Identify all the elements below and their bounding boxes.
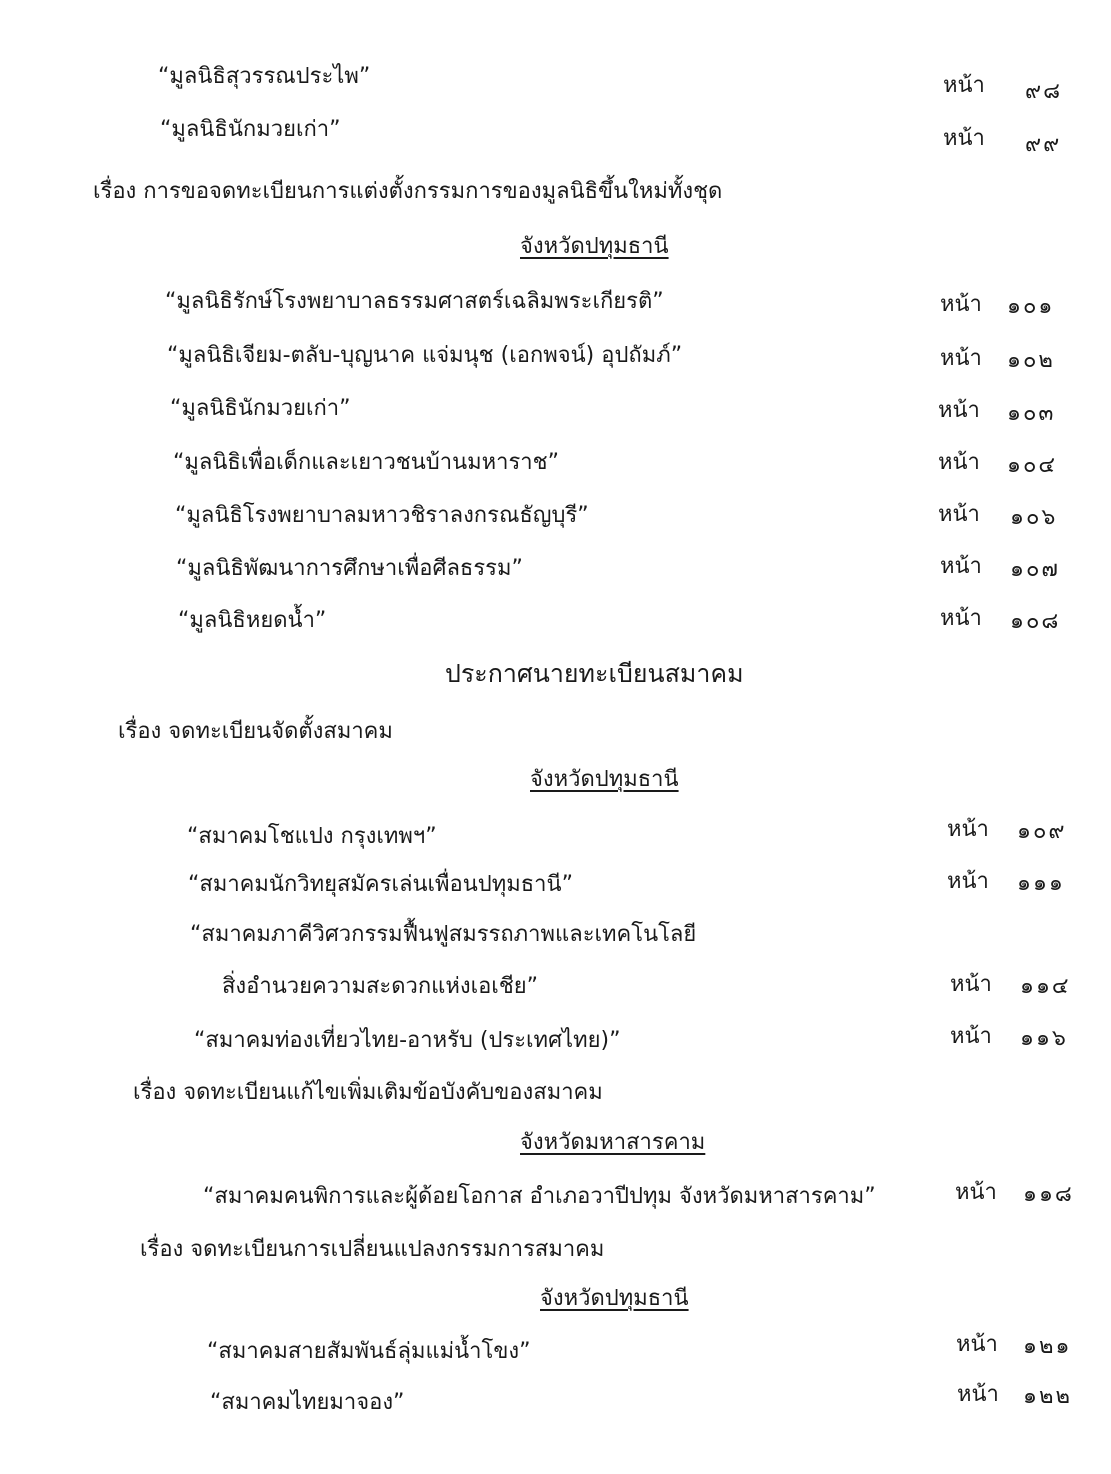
association-entry: “สมาคมสายสัมพันธ์ลุ่มแม่น้ำโขง” (207, 1339, 531, 1364)
page-label: หน้า (938, 398, 980, 423)
page-number: ๑๐๗ (1010, 557, 1060, 582)
page-number: ๑๐๘ (1010, 609, 1061, 634)
page-number: ๙๙ (1025, 132, 1062, 157)
association-entry: “สมาคมโชแปง กรุงเทพฯ” (187, 824, 437, 849)
province-heading: จังหวัดปทุมธานี (520, 234, 669, 259)
subject-heading: เรื่อง จดทะเบียนจัดตั้งสมาคม (118, 719, 393, 744)
section-title: ประกาศนายทะเบียนสมาคม (445, 659, 744, 688)
foundation-entry: “มูลนิธิรักษ์โรงพยาบาลธรรมศาสตร์เฉลิมพระเกียรติ” (165, 289, 664, 314)
page-label: หน้า (943, 126, 985, 151)
page-label: หน้า (957, 1382, 999, 1407)
subject-heading: เรื่อง จดทะเบียนแก้ไขเพิ่มเติมข้อบังคับของสมาคม (133, 1080, 603, 1105)
page-number: ๙๘ (1025, 79, 1063, 104)
page-label: หน้า (950, 972, 992, 997)
page-number: ๑๑๘ (1023, 1182, 1074, 1207)
foundation-entry: “มูลนิธิหยดน้ำ” (178, 608, 327, 633)
province-heading: จังหวัดปทุมธานี (530, 767, 679, 792)
page-number: ๑๐๒ (1007, 348, 1055, 373)
foundation-entry: “มูลนิธิเจียม-ตลับ-บุญนาค แจ่มนุช (เอกพจน์) อุปถัมภ์” (167, 343, 683, 368)
page-number: ๑๒๑ (1023, 1334, 1072, 1359)
association-entry: “สมาคมภาคีวิศวกรรมฟื้นฟูสมรรถภาพและเทคโนโลยี (190, 922, 697, 947)
page-label: หน้า (940, 554, 982, 579)
subject-heading: เรื่อง การขอจดทะเบียนการแต่งตั้งกรรมการของมูลนิธิขึ้นใหม่ทั้งชุด (93, 179, 723, 204)
page-label: หน้า (938, 450, 980, 475)
association-entry: “สมาคมท่องเที่ยวไทย-อาหรับ (ประเทศไทย)” (194, 1028, 621, 1053)
page-number: ๑๐๙ (1017, 819, 1067, 844)
page-number: ๑๐๖ (1010, 505, 1058, 530)
page-number: ๑๐๔ (1007, 453, 1058, 478)
page-number: ๑๑๑ (1017, 871, 1065, 896)
association-entry: “สมาคมคนพิการและผู้ด้อยโอกาส อำเภอวาปีปทุม จังหวัดมหาสารคาม” (203, 1184, 876, 1209)
page-label: หน้า (940, 346, 982, 371)
subject-heading: เรื่อง จดทะเบียนการเปลี่ยนแปลงกรรมการสมาคม (140, 1237, 605, 1262)
page-label: หน้า (950, 1024, 992, 1049)
page-label: หน้า (947, 817, 989, 842)
page-number: ๑๑๖ (1020, 1026, 1068, 1051)
foundation-entry: “มูลนิธิเพื่อเด็กและเยาวชนบ้านมหาราช” (173, 450, 559, 475)
foundation-entry: “มูลนิธินักมวยเก่า” (170, 396, 351, 421)
page-number: ๑๒๒ (1023, 1384, 1072, 1409)
page-label: หน้า (940, 606, 982, 631)
association-entry-continued: สิ่งอำนวยความสะดวกแห่งเอเชีย” (222, 974, 539, 999)
page-label: หน้า (940, 292, 982, 317)
page-number: ๑๐๓ (1007, 401, 1056, 426)
page-label: หน้า (956, 1332, 998, 1357)
page-number: ๑๐๑ (1007, 294, 1055, 319)
foundation-entry: “มูลนิธินักมวยเก่า” (160, 117, 341, 142)
province-heading: จังหวัดปทุมธานี (540, 1286, 689, 1311)
page-label: หน้า (947, 869, 989, 894)
province-heading: จังหวัดมหาสารคาม (520, 1130, 706, 1155)
page-label: หน้า (938, 502, 980, 527)
page-number: ๑๑๔ (1020, 974, 1071, 999)
foundation-entry: “มูลนิธิพัฒนาการศึกษาเพื่อศีลธรรม” (176, 556, 523, 581)
association-entry: “สมาคมไทยมาจอง” (210, 1390, 405, 1415)
foundation-entry: “มูลนิธิโรงพยาบาลมหาวชิราลงกรณธัญบุรี” (175, 503, 589, 528)
foundation-entry: “มูลนิธิสุวรรณประไพ” (158, 64, 371, 89)
association-entry: “สมาคมนักวิทยุสมัครเล่นเพื่อนปทุมธานี” (188, 872, 573, 897)
page-label: หน้า (943, 73, 985, 98)
page-label: หน้า (955, 1180, 997, 1205)
